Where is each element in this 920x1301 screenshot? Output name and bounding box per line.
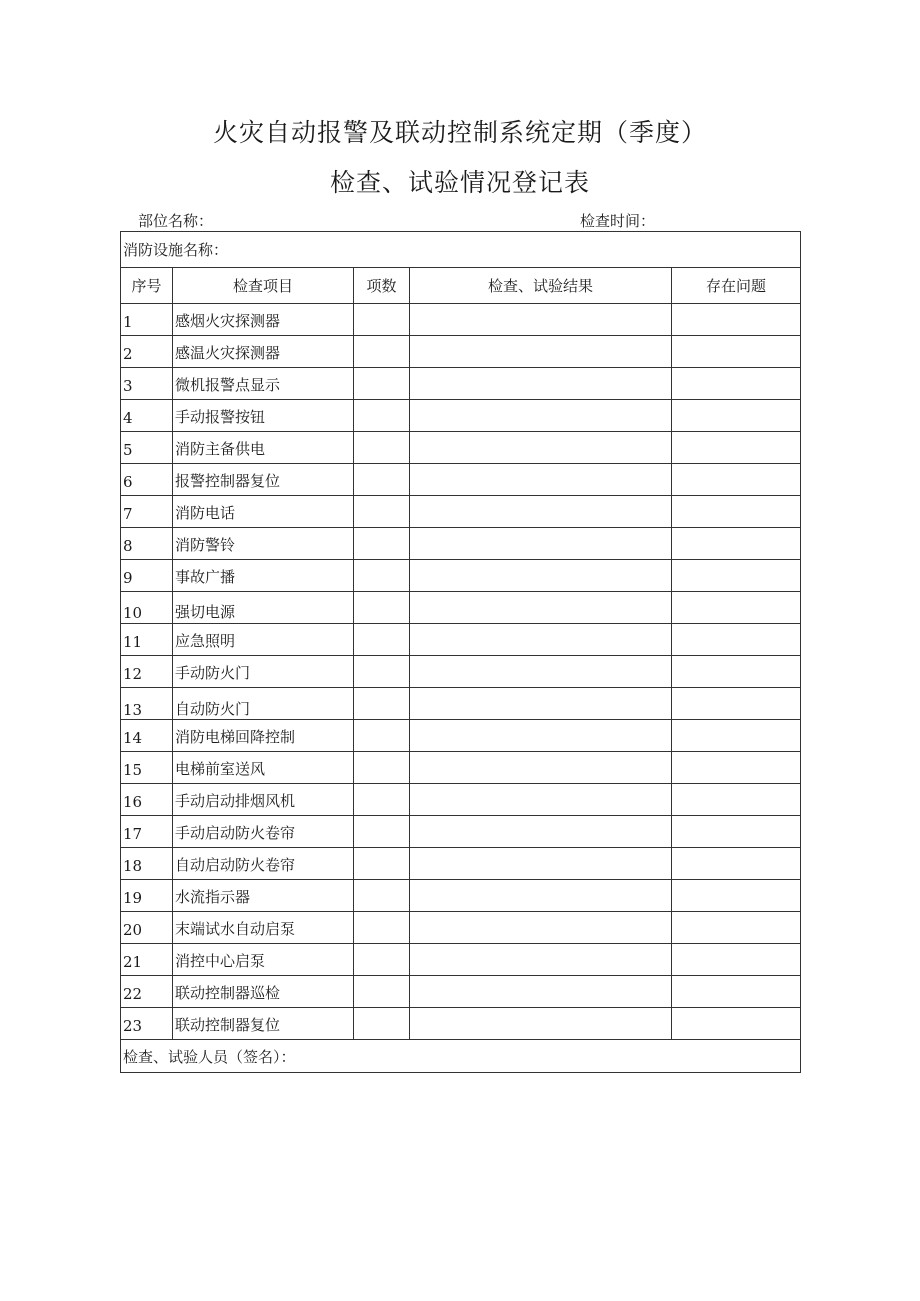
row-result-cell[interactable] (410, 624, 672, 656)
header-count: 项数 (354, 268, 410, 304)
row-count-cell[interactable] (354, 304, 410, 336)
row-check-item: 消防电梯回降控制 (173, 720, 354, 752)
table-row (121, 880, 801, 912)
row-number: 5 (121, 432, 173, 464)
row-result-cell[interactable] (410, 720, 672, 752)
row-count-cell[interactable] (354, 368, 410, 400)
row-number: 2 (121, 336, 173, 368)
row-result-cell[interactable] (410, 944, 672, 976)
table-row (121, 560, 801, 592)
header-issue: 存在问题 (672, 268, 801, 304)
row-result-cell[interactable] (410, 336, 672, 368)
row-count-cell[interactable] (354, 528, 410, 560)
row-count-cell[interactable] (354, 816, 410, 848)
row-number: 13 (121, 688, 173, 720)
row-count-cell[interactable] (354, 752, 410, 784)
row-count-cell[interactable] (354, 624, 410, 656)
row-issue-cell[interactable] (672, 784, 801, 816)
row-number: 14 (121, 720, 173, 752)
table-row (121, 592, 801, 624)
table-row (121, 336, 801, 368)
table-row (121, 464, 801, 496)
row-check-item: 手动防火门 (173, 656, 354, 688)
row-number: 6 (121, 464, 173, 496)
table-row (121, 432, 801, 464)
row-number: 11 (121, 624, 173, 656)
row-check-item: 联动控制器巡检 (173, 976, 354, 1008)
row-number: 18 (121, 848, 173, 880)
row-issue-cell[interactable] (672, 688, 801, 720)
table-row (121, 624, 801, 656)
row-issue-cell[interactable] (672, 752, 801, 784)
row-check-item: 感烟火灾探测器 (173, 304, 354, 336)
row-result-cell[interactable] (410, 528, 672, 560)
row-issue-cell[interactable] (672, 848, 801, 880)
table-header-row (121, 268, 801, 304)
row-number: 22 (121, 976, 173, 1008)
table-row (121, 528, 801, 560)
row-check-item: 自动启动防火卷帘 (173, 848, 354, 880)
row-result-cell[interactable] (410, 656, 672, 688)
table-row (121, 976, 801, 1008)
row-check-item: 电梯前室送风 (173, 752, 354, 784)
row-result-cell[interactable] (410, 432, 672, 464)
row-check-item: 联动控制器复位 (173, 1008, 354, 1040)
row-count-cell[interactable] (354, 944, 410, 976)
row-number: 8 (121, 528, 173, 560)
row-check-item: 末端试水自动启泵 (173, 912, 354, 944)
header-result: 检查、试验结果 (410, 268, 672, 304)
table-row (121, 656, 801, 688)
row-number: 4 (121, 400, 173, 432)
table-row (121, 752, 801, 784)
row-number: 15 (121, 752, 173, 784)
table-row (121, 304, 801, 336)
row-number: 19 (121, 880, 173, 912)
document-title-line1: 火灾自动报警及联动控制系统定期（季度） (212, 118, 707, 147)
row-number: 21 (121, 944, 173, 976)
row-result-cell[interactable] (410, 752, 672, 784)
row-result-cell[interactable] (410, 688, 672, 720)
table-row (121, 368, 801, 400)
row-number: 7 (121, 496, 173, 528)
row-count-cell[interactable] (354, 720, 410, 752)
row-check-item: 手动启动防火卷帘 (173, 816, 354, 848)
row-check-item: 自动防火门 (173, 688, 354, 720)
header-item: 检查项目 (173, 268, 354, 304)
row-result-cell[interactable] (410, 496, 672, 528)
row-result-cell[interactable] (410, 784, 672, 816)
row-number: 16 (121, 784, 173, 816)
row-number: 10 (121, 592, 173, 624)
row-count-cell[interactable] (354, 560, 410, 592)
row-number: 23 (121, 1008, 173, 1040)
row-issue-cell[interactable] (672, 944, 801, 976)
row-count-cell[interactable] (354, 336, 410, 368)
signature-row (121, 1040, 801, 1073)
table-row (121, 400, 801, 432)
inspection-time-label: 检查时间： (580, 212, 656, 230)
row-result-cell[interactable] (410, 592, 672, 624)
table-row (121, 1008, 801, 1040)
row-count-cell[interactable] (354, 976, 410, 1008)
table-row (121, 784, 801, 816)
row-result-cell[interactable] (410, 464, 672, 496)
row-number: 20 (121, 912, 173, 944)
row-number: 1 (121, 304, 173, 336)
table-row (121, 912, 801, 944)
row-check-item: 消防电话 (173, 496, 354, 528)
row-issue-cell[interactable] (672, 720, 801, 752)
row-issue-cell[interactable] (672, 432, 801, 464)
row-count-cell[interactable] (354, 432, 410, 464)
row-check-item: 手动报警按钮 (173, 400, 354, 432)
inspection-table (120, 231, 801, 1073)
row-issue-cell[interactable] (672, 528, 801, 560)
row-issue-cell[interactable] (672, 656, 801, 688)
row-issue-cell[interactable] (672, 464, 801, 496)
row-check-item: 手动启动排烟风机 (173, 784, 354, 816)
row-count-cell[interactable] (354, 1008, 410, 1040)
row-result-cell[interactable] (410, 400, 672, 432)
row-issue-cell[interactable] (672, 976, 801, 1008)
facility-name-row (121, 232, 801, 268)
row-count-cell[interactable] (354, 464, 410, 496)
row-result-cell[interactable] (410, 1008, 672, 1040)
row-result-cell[interactable] (410, 304, 672, 336)
row-issue-cell[interactable] (672, 880, 801, 912)
table-row (121, 848, 801, 880)
row-result-cell[interactable] (410, 368, 672, 400)
row-count-cell[interactable] (354, 880, 410, 912)
row-check-item: 事故广播 (173, 560, 354, 592)
table-row (121, 688, 801, 720)
row-result-cell[interactable] (410, 880, 672, 912)
row-issue-cell[interactable] (672, 400, 801, 432)
table-row (121, 720, 801, 752)
row-issue-cell[interactable] (672, 304, 801, 336)
row-issue-cell[interactable] (672, 560, 801, 592)
row-issue-cell[interactable] (672, 624, 801, 656)
document-title-line2: 检查、试验情况登记表 (329, 168, 590, 197)
row-number: 12 (121, 656, 173, 688)
row-check-item: 水流指示器 (173, 880, 354, 912)
row-count-cell[interactable] (354, 656, 410, 688)
row-count-cell[interactable] (354, 688, 410, 720)
table-row (121, 944, 801, 976)
row-issue-cell[interactable] (672, 336, 801, 368)
department-label: 部位名称： (138, 212, 214, 230)
row-count-cell[interactable] (354, 848, 410, 880)
table-row (121, 816, 801, 848)
table-row (121, 496, 801, 528)
row-count-cell[interactable] (354, 784, 410, 816)
row-check-item: 强切电源 (173, 592, 354, 624)
row-number: 17 (121, 816, 173, 848)
row-result-cell[interactable] (410, 848, 672, 880)
row-result-cell[interactable] (410, 912, 672, 944)
row-count-cell[interactable] (354, 912, 410, 944)
row-check-item: 微机报警点显示 (173, 368, 354, 400)
row-check-item: 报警控制器复位 (173, 464, 354, 496)
row-issue-cell[interactable] (672, 816, 801, 848)
row-result-cell[interactable] (410, 560, 672, 592)
row-count-cell[interactable] (354, 592, 410, 624)
row-result-cell[interactable] (410, 976, 672, 1008)
header-no: 序号 (121, 268, 173, 304)
signature-label: 检查、试验人员（签名）： (121, 1040, 801, 1073)
facility-name-label: 消防设施名称： (121, 232, 801, 268)
row-check-item: 消控中心启泵 (173, 944, 354, 976)
row-number: 3 (121, 368, 173, 400)
row-issue-cell[interactable] (672, 496, 801, 528)
row-check-item: 消防警铃 (173, 528, 354, 560)
row-issue-cell[interactable] (672, 368, 801, 400)
row-result-cell[interactable] (410, 816, 672, 848)
row-issue-cell[interactable] (672, 592, 801, 624)
row-check-item: 应急照明 (173, 624, 354, 656)
row-count-cell[interactable] (354, 400, 410, 432)
row-check-item: 感温火灾探测器 (173, 336, 354, 368)
row-issue-cell[interactable] (672, 912, 801, 944)
row-number: 9 (121, 560, 173, 592)
row-issue-cell[interactable] (672, 1008, 801, 1040)
row-count-cell[interactable] (354, 496, 410, 528)
row-check-item: 消防主备供电 (173, 432, 354, 464)
